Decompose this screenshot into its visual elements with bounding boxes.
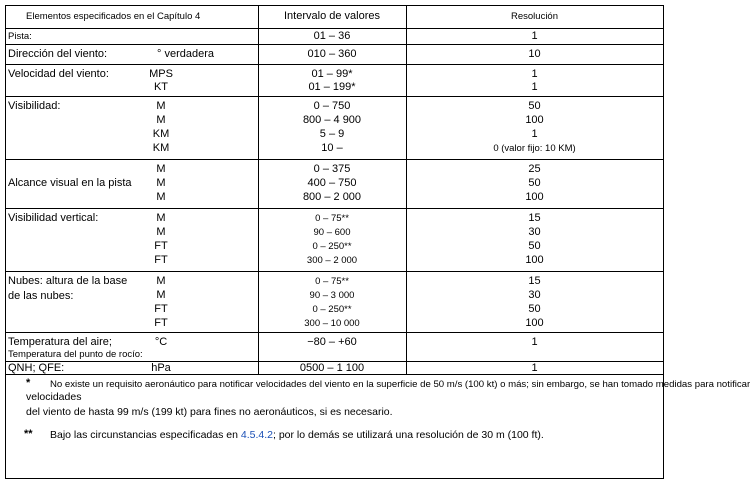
row-divider	[6, 28, 663, 29]
row-unit: M	[156, 212, 166, 224]
row-resolution: 50	[528, 240, 541, 252]
row-unit: FT	[154, 240, 168, 252]
row-label: Nubes: altura de la base	[8, 275, 128, 287]
row-unit: FT	[154, 303, 168, 315]
row-range: 300 – 10 000	[304, 318, 360, 329]
row-divider	[6, 332, 663, 333]
row-resolution: 15	[528, 275, 541, 287]
row-range: 0 – 75**	[315, 276, 349, 287]
row-range: 0 – 750	[313, 100, 351, 112]
row-label: Dirección del viento:	[8, 48, 108, 60]
row-unit: M	[156, 191, 166, 203]
row-range: 01 – 99*	[311, 68, 353, 80]
row-divider	[6, 271, 663, 272]
row-unit: M	[156, 100, 166, 112]
header-resolution: Resolución	[511, 11, 558, 22]
row-range: 800 – 2 000	[302, 191, 362, 203]
section-reference-link[interactable]: 4.5.4.2	[240, 429, 273, 441]
row-unit: hPa	[151, 362, 171, 374]
header-range: Intervalo de valores	[284, 10, 380, 22]
row-resolution: 100	[525, 254, 544, 266]
row-label: Visibilidad vertical:	[8, 212, 99, 224]
table-frame	[5, 5, 750, 479]
row-range: 01 – 199*	[308, 81, 356, 93]
row-divider	[6, 159, 663, 160]
row-resolution: 100	[525, 317, 544, 329]
row-range: 0 – 250**	[312, 241, 352, 252]
footnote-mark: *	[26, 377, 31, 389]
header-elements: Elementos especificados en el Capítulo 4	[26, 11, 201, 22]
row-resolution: 10	[528, 48, 541, 60]
row-unit: M	[156, 177, 166, 189]
row-divider	[6, 64, 663, 65]
row-range: 5 – 9	[319, 128, 345, 140]
row-unit: MPS	[149, 68, 173, 80]
row-unit: M	[156, 114, 166, 126]
row-label: Velocidad del viento:	[8, 68, 109, 80]
row-unit: M	[156, 275, 166, 287]
row-unit: M	[156, 289, 166, 301]
row-resolution: 50	[528, 100, 541, 112]
row-range: 90 – 600	[313, 227, 351, 238]
row-resolution: 1	[531, 362, 538, 374]
row-range: 90 – 3 000	[309, 290, 355, 301]
row-label: Alcance visual en la pista	[8, 177, 132, 189]
row-resolution: 30	[528, 226, 541, 238]
row-range: 01 – 36	[313, 30, 351, 42]
row-range: 10 –	[321, 142, 343, 154]
row-resolution: 1	[531, 336, 538, 348]
row-resolution: 50	[528, 177, 541, 189]
row-range: 400 – 750	[307, 177, 357, 189]
row-range: −80 – +60	[307, 336, 357, 348]
row-resolution: 0 (valor fijo: 10 KM)	[493, 143, 576, 154]
row-range: 0500 – 1 100	[299, 362, 365, 374]
row-resolution: 1	[531, 68, 538, 80]
row-resolution: 1	[531, 128, 538, 140]
row-unit: KM	[152, 128, 170, 140]
row-unit: KM	[152, 142, 170, 154]
row-range: 0 – 250**	[312, 304, 352, 315]
row-range: 010 – 360	[307, 48, 357, 60]
footnote-text: del viento de hasta 99 m/s (199 kt) para fines no aeronáuticos, si es necesario.	[26, 406, 393, 418]
row-unit: M	[156, 226, 166, 238]
footnote-text: No existe un requisito aeronáutico para notificar velocidades del viento en la superficie de 50 m/s (100 kt) o más; sin embargo, se han tomado medidas para notificar	[50, 379, 750, 390]
row-resolution: 100	[525, 191, 544, 203]
row-resolution: 100	[525, 114, 544, 126]
footnote-text-end: ; por lo demás se utilizará una resolución de 30 m (100 ft).	[272, 429, 544, 441]
row-divider	[6, 44, 663, 45]
row-label: de las nubes:	[8, 290, 74, 302]
row-divider	[6, 96, 663, 97]
row-unit: M	[156, 163, 166, 175]
row-range: 800 – 4 900	[302, 114, 362, 126]
row-resolution: 25	[528, 163, 541, 175]
row-label: QNH; QFE:	[8, 362, 65, 374]
footnote-text-start: Bajo las circunstancias especificadas en	[50, 429, 241, 441]
row-resolution: 1	[531, 30, 538, 42]
row-range: 0 – 75**	[315, 213, 349, 224]
row-unit: FT	[154, 317, 168, 329]
row-divider	[6, 208, 663, 209]
row-resolution: 30	[528, 289, 541, 301]
row-label: Temperatura del aire;	[8, 336, 112, 348]
row-resolution: 1	[531, 81, 538, 93]
row-label: Temperatura del punto de rocío:	[8, 349, 143, 360]
row-unit: ° verdadera	[157, 48, 214, 60]
footnote-text	[50, 429, 544, 442]
row-range: 300 – 2 000	[306, 255, 358, 266]
row-label: Visibilidad:	[8, 100, 61, 112]
row-unit: °C	[154, 336, 168, 348]
row-resolution: 50	[528, 303, 541, 315]
footnote-mark: **	[24, 428, 33, 440]
row-resolution: 15	[528, 212, 541, 224]
row-label: Pista:	[8, 31, 32, 42]
footnote-text: velocidades	[26, 391, 82, 403]
row-unit: KT	[153, 81, 169, 93]
row-unit: FT	[154, 254, 168, 266]
row-range: 0 – 375	[313, 163, 351, 175]
